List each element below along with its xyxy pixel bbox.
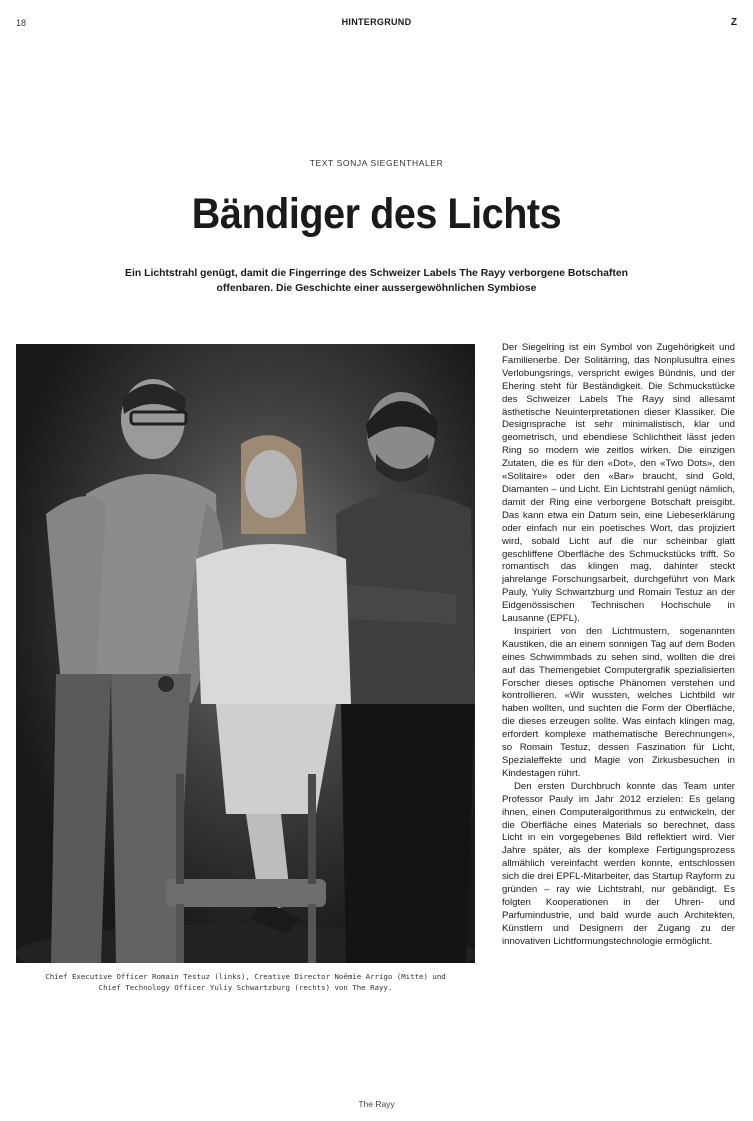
- footer-brand: The Rayy: [358, 1099, 395, 1109]
- byline: TEXT SONJA SIEGENTHALER: [309, 158, 444, 168]
- article-body: [502, 342, 735, 949]
- article-title: Bändiger des Lichts: [191, 190, 562, 238]
- portrait-photo: [16, 344, 475, 963]
- photo-caption-line-1: Chief Executive Officer Romain Testuz (links), Creative Director Noëmie Arrigo (Mitte) und: [45, 972, 446, 981]
- article-lead: Ein Lichtstrahl genügt, damit die Fingerringe des Schweizer Labels The Rayy verborgene Botschaften offenbaren. Die Geschichte einer aussergewöhnlichen Symbiose: [125, 268, 628, 294]
- paragraph-2: Inspiriert von den Lichtmustern, sogenannten Kaustiken, die an einem sonnigen Tag auf dem Boden eines Schwimmbads zu sehen sind, wollten die drei auf das Themengebiet Computergrafik spezialisierten Forscher dieses optische Phänomen verstehen und kontrollieren. «Wir wussten, welches Lichtbild wir haben wollten, und suchten die Form der Oberfläche, die dieses erzeugen sollte. Was einfach klingen mag, erfordert komplexe mathematische Berechnungen», so Romain Testuz, dessen Faszination für Licht, Spezialeffekte und Magie von Zirkusbesuchen in Kindestagen rührt.: [502, 625, 735, 779]
- page-number: 18: [16, 18, 27, 28]
- paragraph-3: Den ersten Durchbruch konnte das Team unter Professor Pauly im Jahr 2012 erzielen: Es gelang ihnen, einen Computeralgorithmus zu entwickeln, der die Oberfläche eines Materials so berechnet, dass Licht in ein vorgegebenes Bild reflektiert wird. Vier Jahre später, als der komplexe Fertigungsprozess allmählich vereinfacht werden konnte, entschlossen sich die drei EPFL-Mitarbeiter, das Startup Rayform zu gründen – ray wie Lichtstrahl, nur gebändigt. Es folgten Kooperationen in der Uhren- und Parfumindustrie, und bald wurde auch Architekten, Künstlern und Designern der Zugang zu der innovativen Lichtformungstechnologie ermöglicht.: [502, 780, 735, 947]
- section-label: HINTERGRUND: [341, 17, 412, 27]
- magazine-letter: Z: [730, 17, 737, 28]
- photo-caption-line-2: Chief Technology Officer Yuliy Schwartzburg (rechts) von The Rayy.: [98, 983, 393, 992]
- portrait-illustration: [16, 344, 475, 963]
- paragraph-1: Der Siegelring ist ein Symbol von Zugehörigkeit und Familienerbe. Der Solitärring, das Nonplusultra eines Verlobungsrings, verspricht ewiges Bündnis, und der Ehering steht für Beständigkeit. Die Schmuckstücke des Schweizer Labels The Rayy sind allesamt ästhetische Neuinterpretationen dieser Klassiker. Die Designsprache ist sehr minimalistisch, klar und geometrisch, und ebendiese Schlichtheit lässt jeden Ring so modern wie zeitlos wirken. Die einzigen Zutaten, die es für den «Dot», den «Two Dots», den «Solitaire» oder den «Bar» braucht, sind Gold, Diamanten – und Licht. Ein Lichtstrahl genügt nämlich, damit der Ring eine verborgene Botschaft preisgibt. Das kann etwa ein Datum sein, eine Liebeserklärung oder einfach nur ein poetisches Wort, das projiziert wird, sobald Licht auf die nur scheinbar glatt geschliffene Oberfläche des Schmuckstücks trifft. So romantisch das klingen mag, dahinter steckt jahrelange Forschungsarbeit, durchgeführt von Mark Pauly, Yuliy Schwartzburg und Romain Testuz an der Eidgenössischen Technischen Hochschule in Lausanne (EPFL).: [502, 342, 735, 625]
- photo-caption: [16, 971, 475, 993]
